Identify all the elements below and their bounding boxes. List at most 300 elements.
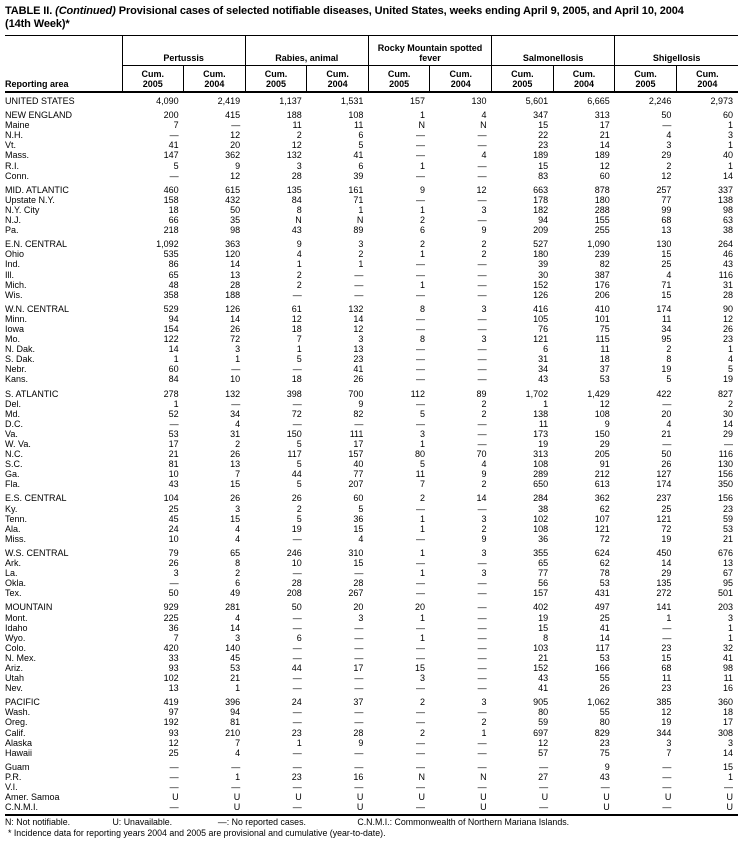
row-label: N.Y. City bbox=[5, 204, 40, 215]
row-label: PACIFIC bbox=[5, 697, 40, 708]
row-label: Iowa bbox=[5, 323, 25, 334]
table-cell: 65 bbox=[538, 558, 549, 569]
table-cell: 12 bbox=[599, 398, 610, 409]
table-cell: 44 bbox=[291, 469, 302, 480]
table-cell: — bbox=[477, 761, 487, 772]
row-label: Amer. Samoa bbox=[5, 792, 60, 803]
table-cell: 5,601 bbox=[525, 96, 549, 106]
table-cell: 25 bbox=[661, 259, 672, 270]
table-cell: 1 bbox=[419, 249, 425, 260]
table-cell: — bbox=[292, 802, 302, 813]
table-cell: 20 bbox=[230, 140, 241, 151]
table-cell: 31 bbox=[722, 279, 733, 290]
table-cell: 1 bbox=[358, 259, 364, 270]
table-cell: — bbox=[477, 364, 487, 375]
table-cell: 6,665 bbox=[587, 96, 610, 106]
table-cell: 16 bbox=[353, 771, 364, 782]
table-cell: 55 bbox=[599, 673, 610, 684]
table-cell: 2 bbox=[296, 130, 302, 141]
table-cell: 1 bbox=[419, 160, 425, 171]
table-cell: — bbox=[477, 215, 487, 226]
table-cell: — bbox=[477, 588, 487, 599]
legend-not-notifiable: N: Not notifiable. bbox=[5, 817, 71, 828]
table-row bbox=[5, 802, 738, 812]
table-cell: — bbox=[477, 662, 487, 673]
table-cell: 99 bbox=[661, 204, 672, 215]
row-label: UNITED STATES bbox=[5, 96, 75, 106]
row-label: La. bbox=[5, 568, 18, 579]
table-row bbox=[5, 171, 738, 181]
table-cell: 130 bbox=[656, 239, 672, 250]
column-group-header: Shigellosis bbox=[615, 36, 738, 66]
table-cell: 3 bbox=[419, 673, 425, 684]
table-cell: 157 bbox=[348, 449, 364, 460]
table-cell: 72 bbox=[661, 523, 672, 534]
table-cell: 38 bbox=[722, 225, 733, 236]
table-cell: 1,429 bbox=[587, 388, 610, 399]
table-cell: 11 bbox=[292, 120, 302, 131]
table-cell: U bbox=[480, 802, 487, 813]
row-label: R.I. bbox=[5, 160, 20, 171]
table-cell: 2 bbox=[419, 493, 425, 504]
table-cell: 3 bbox=[173, 568, 179, 579]
table-cell: — bbox=[169, 418, 179, 429]
table-cell: 23 bbox=[353, 354, 364, 365]
table-cell: 15 bbox=[661, 652, 672, 663]
table-cell: 63 bbox=[722, 215, 733, 226]
table-cell: 5 bbox=[173, 160, 179, 171]
table-cell: 362 bbox=[594, 493, 610, 504]
table-cell: 2,246 bbox=[648, 96, 672, 106]
table-cell: 432 bbox=[225, 194, 241, 205]
table-cell: 416 bbox=[533, 303, 549, 314]
table-cell: — bbox=[477, 612, 487, 623]
table-row bbox=[5, 161, 738, 171]
table-cell: — bbox=[662, 120, 672, 131]
table-cell: 6 bbox=[358, 160, 364, 171]
table-row bbox=[5, 106, 738, 120]
table-cell: — bbox=[292, 289, 302, 300]
table-cell: 5 bbox=[727, 364, 733, 375]
table-cell: 122 bbox=[163, 334, 179, 345]
table-cell: 121 bbox=[594, 523, 610, 534]
table-cell: 18 bbox=[599, 354, 610, 365]
table-cell: — bbox=[415, 707, 425, 718]
table-cell: 77 bbox=[538, 568, 549, 579]
table-cell: 3 bbox=[481, 697, 487, 708]
table-row bbox=[5, 249, 738, 259]
table-cell: 3 bbox=[481, 547, 487, 558]
table-cell: 11 bbox=[723, 673, 733, 684]
table-cell: 50 bbox=[230, 204, 241, 215]
table-cell: 1 bbox=[727, 622, 733, 633]
table-cell: 19 bbox=[538, 612, 549, 623]
row-label: Colo. bbox=[5, 642, 27, 653]
table-cell: 289 bbox=[533, 469, 549, 480]
table-cell: 21 bbox=[230, 673, 241, 684]
table-cell: 12 bbox=[476, 184, 487, 195]
table-cell: 1 bbox=[727, 160, 733, 171]
table-cell: — bbox=[477, 289, 487, 300]
table-cell: — bbox=[662, 632, 672, 643]
table-cell: 1 bbox=[419, 612, 425, 623]
table-cell: — bbox=[415, 344, 425, 355]
table-cell: 67 bbox=[722, 568, 733, 579]
legend-no-reported-cases: —: No reported cases. bbox=[217, 817, 306, 828]
table-cell: 158 bbox=[163, 194, 179, 205]
table-cell: U bbox=[356, 792, 364, 803]
table-cell: 41 bbox=[168, 140, 179, 151]
table-cell: 70 bbox=[476, 449, 487, 460]
table-cell: 17 bbox=[168, 439, 179, 449]
table-cell: 98 bbox=[722, 662, 733, 673]
table-cell: 108 bbox=[533, 459, 549, 470]
table-cell: 116 bbox=[718, 449, 733, 460]
row-label: Oreg. bbox=[5, 717, 28, 728]
table-row bbox=[5, 181, 738, 195]
table-cell: — bbox=[354, 418, 364, 429]
table-cell: 527 bbox=[533, 239, 549, 250]
table-cell: 9 bbox=[358, 398, 364, 409]
table-cell: 624 bbox=[594, 547, 610, 558]
table-cell: 12 bbox=[230, 130, 241, 141]
table-cell: 89 bbox=[476, 388, 487, 399]
table-cell: 13 bbox=[353, 344, 364, 355]
table-row bbox=[5, 792, 738, 802]
table-cell: 20 bbox=[661, 408, 672, 419]
table-cell: 337 bbox=[717, 184, 733, 195]
row-label: W. Va. bbox=[5, 439, 31, 449]
table-cell: 929 bbox=[163, 602, 179, 613]
row-label: Nebr. bbox=[5, 364, 27, 375]
table-cell: 10 bbox=[230, 374, 241, 385]
table-cell: — bbox=[477, 673, 487, 684]
table-cell: 1 bbox=[235, 683, 241, 694]
column-group-header: Pertussis bbox=[122, 36, 245, 66]
table-cell: 21 bbox=[661, 428, 672, 439]
row-label: Va. bbox=[5, 428, 18, 439]
column-group-header: Salmonellosis bbox=[492, 36, 615, 66]
table-cell: — bbox=[292, 652, 302, 663]
table-cell: 3 bbox=[727, 612, 733, 623]
table-cell: 3 bbox=[235, 503, 241, 514]
table-row bbox=[5, 707, 738, 717]
table-cell: 205 bbox=[594, 449, 610, 460]
table-cell: 1 bbox=[419, 568, 425, 579]
table-cell: 308 bbox=[717, 727, 733, 738]
table-cell: 6 bbox=[419, 225, 425, 236]
table-cell: — bbox=[415, 418, 425, 429]
table-cell: 385 bbox=[656, 697, 672, 708]
table-cell: 2 bbox=[481, 479, 487, 490]
table-cell: 102 bbox=[533, 513, 549, 524]
table-row bbox=[5, 300, 738, 314]
table-cell: — bbox=[415, 802, 425, 813]
table-cell: 3 bbox=[358, 239, 364, 250]
table-cell: 31 bbox=[538, 354, 549, 365]
row-label: Alaska bbox=[5, 737, 33, 748]
table-cell: — bbox=[477, 632, 487, 643]
table-cell: 10 bbox=[168, 469, 179, 480]
table-cell: 21 bbox=[722, 533, 733, 544]
table-cell: 663 bbox=[533, 184, 549, 195]
table-cell: 284 bbox=[533, 493, 549, 504]
table-cell: 50 bbox=[168, 588, 179, 599]
table-cell: 76 bbox=[538, 323, 549, 334]
table-row bbox=[5, 92, 738, 106]
table-row bbox=[5, 409, 738, 419]
table-cell: 126 bbox=[225, 303, 241, 314]
table-cell: 17 bbox=[722, 717, 733, 728]
table-cell: 77 bbox=[353, 469, 364, 480]
table-cell: 72 bbox=[291, 408, 302, 419]
table-cell: — bbox=[415, 558, 425, 569]
table-row bbox=[5, 717, 738, 727]
table-cell: 281 bbox=[225, 602, 241, 613]
table-cell: 150 bbox=[286, 428, 302, 439]
table-cell: 14 bbox=[476, 493, 487, 504]
table-row bbox=[5, 314, 738, 324]
table-cell: 4 bbox=[358, 533, 364, 544]
column-subheader: Cum. 2004 bbox=[307, 66, 369, 93]
table-cell: 39 bbox=[353, 170, 364, 181]
table-cell: 9 bbox=[481, 469, 487, 480]
table-cell: 1 bbox=[727, 632, 733, 643]
table-cell: 127 bbox=[656, 469, 672, 480]
table-cell: — bbox=[415, 323, 425, 334]
table-cell: 24 bbox=[291, 697, 302, 708]
table-cell: 25 bbox=[168, 503, 179, 514]
table-cell: 1 bbox=[296, 344, 302, 355]
table-cell: 33 bbox=[168, 652, 179, 663]
row-label: Ala. bbox=[5, 523, 21, 534]
table-cell: 31 bbox=[230, 428, 241, 439]
table-cell: 52 bbox=[168, 408, 179, 419]
row-label: Minn. bbox=[5, 313, 28, 324]
table-row bbox=[5, 429, 738, 439]
column-subheader: Cum. 2005 bbox=[492, 66, 554, 93]
table-cell: — bbox=[415, 269, 425, 280]
table-cell: 7 bbox=[235, 469, 241, 480]
table-cell: 26 bbox=[230, 493, 241, 504]
table-cell: N bbox=[418, 120, 425, 131]
table-cell: — bbox=[662, 802, 672, 813]
table-row bbox=[5, 399, 738, 409]
table-cell: — bbox=[292, 642, 302, 653]
table-cell: 178 bbox=[533, 194, 549, 205]
table-row bbox=[5, 280, 738, 290]
table-cell: 50 bbox=[661, 110, 672, 121]
table-cell: — bbox=[477, 194, 487, 205]
table-cell: U bbox=[233, 802, 241, 813]
table-cell: 91 bbox=[599, 459, 610, 470]
table-cell: 12 bbox=[230, 170, 241, 181]
footnote-legend bbox=[5, 817, 735, 828]
table-cell: 23 bbox=[661, 642, 672, 653]
row-label: N.H. bbox=[5, 130, 23, 141]
table-cell: 62 bbox=[599, 558, 610, 569]
table-row bbox=[5, 449, 738, 459]
table-cell: 80 bbox=[538, 707, 549, 718]
table-cell: — bbox=[354, 269, 364, 280]
table-cell: — bbox=[169, 578, 179, 589]
table-cell: 12 bbox=[661, 707, 672, 718]
table-cell: 11 bbox=[354, 120, 364, 131]
table-cell: 14 bbox=[722, 170, 733, 181]
table-cell: 29 bbox=[599, 439, 610, 449]
table-cell: U bbox=[603, 802, 610, 813]
table-cell: 9 bbox=[235, 160, 241, 171]
table-cell: 3 bbox=[727, 130, 733, 141]
table-cell: 676 bbox=[717, 547, 733, 558]
row-label: Utah bbox=[5, 673, 25, 684]
table-cell: 360 bbox=[717, 697, 733, 708]
table-cell: 21 bbox=[168, 449, 179, 460]
table-cell: 23 bbox=[599, 737, 610, 748]
table-cell: 1,090 bbox=[587, 239, 610, 250]
table-cell: 18 bbox=[291, 323, 302, 334]
table-row bbox=[5, 504, 738, 514]
table-cell: 272 bbox=[656, 588, 672, 599]
table-cell: — bbox=[415, 622, 425, 633]
table-cell: 402 bbox=[533, 602, 549, 613]
table-cell: 255 bbox=[594, 225, 610, 236]
row-label: Guam bbox=[5, 761, 30, 772]
table-cell: 347 bbox=[533, 110, 549, 121]
table-cell: 14 bbox=[230, 622, 241, 633]
table-row bbox=[5, 524, 738, 534]
table-cell: 21 bbox=[599, 130, 610, 141]
table-row bbox=[5, 290, 738, 300]
table-cell: 121 bbox=[533, 334, 549, 345]
table-cell: 4 bbox=[235, 533, 241, 544]
table-cell: N bbox=[480, 771, 487, 782]
table-row bbox=[5, 130, 738, 140]
table-cell: 95 bbox=[722, 578, 733, 589]
table-cell: 4 bbox=[666, 418, 672, 429]
table-cell: 15 bbox=[353, 558, 364, 569]
table-cell: 10 bbox=[291, 558, 302, 569]
table-cell: 362 bbox=[225, 150, 241, 161]
table-cell: 53 bbox=[599, 652, 610, 663]
table-cell: 3 bbox=[481, 513, 487, 524]
table-cell: 4 bbox=[481, 150, 487, 161]
table-header bbox=[5, 36, 738, 93]
table-cell: 28 bbox=[353, 727, 364, 738]
footnotes bbox=[5, 817, 735, 839]
table-cell: 14 bbox=[353, 313, 364, 324]
table-cell: 48 bbox=[168, 279, 179, 290]
table-row bbox=[5, 643, 738, 653]
table-cell: U bbox=[541, 792, 549, 803]
table-cell: 140 bbox=[225, 642, 241, 653]
table-cell: 2 bbox=[419, 697, 425, 708]
table-cell: 45 bbox=[168, 513, 179, 524]
table-cell: 135 bbox=[656, 578, 672, 589]
table-cell: 19 bbox=[661, 533, 672, 544]
table-row bbox=[5, 598, 738, 612]
table-cell: 192 bbox=[163, 717, 179, 728]
table-cell: 15 bbox=[722, 761, 733, 772]
table-cell: 82 bbox=[353, 408, 364, 419]
table-cell: — bbox=[415, 642, 425, 653]
table-cell: 5 bbox=[296, 459, 302, 470]
table-cell: 18 bbox=[168, 204, 179, 215]
table-cell: 130 bbox=[717, 459, 733, 470]
table-cell: 4 bbox=[481, 110, 487, 121]
table-cell: — bbox=[477, 418, 487, 429]
table-cell: 225 bbox=[163, 612, 179, 623]
table-cell: 11 bbox=[662, 673, 672, 684]
table-cell: — bbox=[354, 622, 364, 633]
table-row bbox=[5, 613, 738, 623]
table-cell: — bbox=[477, 374, 487, 385]
table-cell: — bbox=[662, 622, 672, 633]
table-cell: 344 bbox=[656, 727, 672, 738]
table-cell: 5 bbox=[296, 354, 302, 365]
table-cell: — bbox=[292, 612, 302, 623]
table-cell: — bbox=[354, 707, 364, 718]
table-cell: — bbox=[354, 289, 364, 300]
table-cell: 71 bbox=[353, 194, 364, 205]
table-cell: 180 bbox=[533, 249, 549, 260]
table-cell: — bbox=[477, 737, 487, 748]
table-cell: — bbox=[415, 717, 425, 728]
table-cell: 1 bbox=[419, 279, 425, 290]
table-cell: 17 bbox=[353, 439, 364, 449]
table-cell: U bbox=[726, 802, 733, 813]
table-cell: 156 bbox=[717, 493, 733, 504]
table-cell: 4 bbox=[235, 523, 241, 534]
table-cell: 53 bbox=[599, 578, 610, 589]
table-cell: 3 bbox=[358, 612, 364, 623]
table-cell: 173 bbox=[533, 428, 549, 439]
row-label: Md. bbox=[5, 408, 21, 419]
table-cell: 3 bbox=[235, 344, 241, 355]
table-cell: — bbox=[292, 568, 302, 579]
table-cell: 97 bbox=[168, 707, 179, 718]
column-subheader: Cum. 2005 bbox=[122, 66, 184, 93]
table-cell: 78 bbox=[599, 568, 610, 579]
table-row bbox=[5, 782, 738, 792]
table-row bbox=[5, 150, 738, 160]
table-cell: 208 bbox=[286, 588, 302, 599]
row-label: S. ATLANTIC bbox=[5, 388, 59, 399]
table-row bbox=[5, 558, 738, 568]
table-cell: — bbox=[292, 364, 302, 375]
table-cell: 180 bbox=[594, 194, 610, 205]
table-cell: 115 bbox=[595, 334, 610, 345]
table-cell: — bbox=[477, 313, 487, 324]
row-label: MID. ATLANTIC bbox=[5, 184, 69, 195]
table-cell: 43 bbox=[291, 225, 302, 236]
row-label: Ariz. bbox=[5, 662, 23, 673]
table-cell: — bbox=[354, 279, 364, 290]
table-cell: — bbox=[724, 439, 733, 449]
table-cell: N bbox=[418, 771, 425, 782]
table-cell: 166 bbox=[594, 662, 610, 673]
table-cell: 6 bbox=[358, 130, 364, 141]
table-cell: 84 bbox=[291, 194, 302, 205]
table-cell: U bbox=[172, 792, 179, 803]
table-cell: — bbox=[415, 761, 425, 772]
table-cell: 1 bbox=[419, 632, 425, 643]
table-cell: — bbox=[477, 323, 487, 334]
table-cell: 34 bbox=[661, 323, 672, 334]
row-label: Upstate N.Y. bbox=[5, 194, 55, 205]
table-cell: 59 bbox=[722, 513, 733, 524]
table-cell: 26 bbox=[599, 683, 610, 694]
